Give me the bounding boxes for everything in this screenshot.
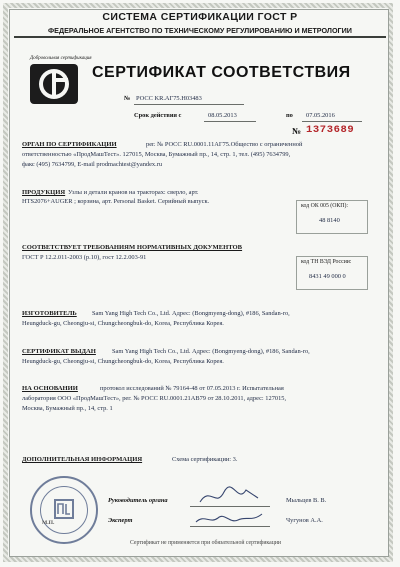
organ-line-3: факс (495) 7634799, E-mail prodmachtest@yandex.ru: [22, 161, 163, 168]
head-signature-line: [190, 506, 270, 507]
extra-info-label: ДОПОЛНИТЕЛЬНАЯ ИНФОРМАЦИЯ: [22, 456, 143, 463]
tnved-value: 8431 49 000 0: [309, 273, 346, 280]
header-rule: [14, 36, 386, 38]
basis-line-2: лаборатория ООО «ПродМашТест», рег. № РОСС RU.0001.21АВ79 от 28.10.2011, адрес: 127015,: [22, 395, 287, 402]
blank-serial-number: 1373689: [306, 124, 355, 136]
conformity-line-1: ГОСТ Р 12.2.011-2003 (р.10), гост 12.2.003-91: [22, 254, 147, 261]
valid-to: 07.05.2016: [306, 112, 335, 119]
okp-code-box: [296, 200, 368, 234]
number-underline: [134, 104, 244, 105]
voluntary-cert-logo: [26, 56, 92, 108]
footer-note: Сертификат не применяется при обязательной сертификации: [130, 540, 282, 546]
certificate-number: РОСС KR.АГ75.H03483: [136, 95, 202, 102]
tnved-code-box: [296, 256, 368, 290]
manufacturer-line-1: Sam Yang High Tech Co., Ltd. Адрес: (Bongmyeng-dong), #186, Sandan-ro,: [92, 310, 290, 317]
expert-signature-icon: [194, 508, 266, 528]
expert-name: Чугунов А.А.: [286, 517, 323, 524]
head-name: Мыльцев В. В.: [286, 497, 327, 504]
head-label: Руководитель органа: [108, 497, 168, 504]
basis-line-1: протокол исследований № 79164-48 от 07.05.2013 г. Испытательная: [100, 385, 284, 392]
organ-label: ОРГАН ПО СЕРТИФИКАЦИИ: [22, 141, 117, 148]
product-line-2: HTS2076+AUGER ; корзина, арт. Personal Basket. Серийный выпуск.: [22, 198, 210, 205]
rs-logo-icon: [26, 56, 86, 108]
product-label: ПРОДУКЦИЯ: [22, 189, 66, 196]
okp-value: 48 8140: [319, 217, 340, 224]
product-line-1: Узлы и детали кранов на тракторах: сверло, арт.: [68, 189, 199, 196]
conformity-label: СООТВЕТСТВУЕТ ТРЕБОВАНИЯМ НОРМАТИВНЫХ ДОКУМЕНТОВ: [22, 244, 243, 251]
certificate-heading: СЕРТИФИКАТ СООТВЕТСТВИЯ: [92, 64, 351, 81]
manufacturer-line-2: Heungduck-gu, Cheongju-si, Chungcheongbuk-do, Korea, Республика Корея.: [22, 320, 224, 327]
logo-caption: Добровольная сертификация: [30, 56, 92, 61]
tnved-label: код ТН ВЭД России:: [301, 259, 352, 265]
issued-to-label: СЕРТИФИКАТ ВЫДАН: [22, 348, 96, 355]
valid-to-underline: [302, 121, 362, 122]
organ-line-2: ответственностью «ПродМашТест». 127015, Москва, Бумажный пр., 14, стр. 1, тел. (495) 7634799,: [22, 151, 291, 158]
blank-number-label: №: [292, 126, 302, 136]
valid-from: 08.05.2013: [208, 112, 237, 119]
validity-label: Срок действия с: [134, 112, 182, 119]
basis-line-3: Москва, Бумажный пр., 14, стр. 1: [22, 405, 113, 412]
agency-name: ФЕДЕРАЛЬНОЕ АГЕНТСТВО ПО ТЕХНИЧЕСКОМУ РЕГУЛИРОВАНИЮ И МЕТРОЛОГИИ: [48, 26, 352, 35]
stamp-mp: М.П.: [42, 520, 55, 526]
number-label: №: [124, 95, 131, 102]
official-stamp: [30, 476, 98, 544]
okp-label: код ОК 005 (ОКП):: [301, 203, 349, 209]
stamp-emblem-icon: [32, 478, 96, 542]
head-signature-icon: [196, 484, 266, 506]
extra-info-text: Схема сертификации: 3.: [172, 456, 238, 463]
valid-from-underline: [204, 121, 256, 122]
issued-to-line-2: Heungduck-gu, Cheongju-si, Chungcheongbuk-do, Korea, Республика Корея.: [22, 358, 224, 365]
expert-label: Эксперт: [108, 517, 133, 524]
issued-to-line-1: Sam Yang High Tech Co., Ltd. Адрес: (Bongmyeng-dong), #186, Sandan-ro,: [112, 348, 310, 355]
organ-line-1: рег. № РОСС RU.0001.11АГ75.Общество с ограниченной: [146, 141, 303, 148]
valid-to-label: по: [286, 112, 293, 119]
system-title: СИСТЕМА СЕРТИФИКАЦИИ ГОСТ Р: [102, 11, 298, 23]
basis-label: НА ОСНОВАНИИ: [22, 385, 78, 392]
manufacturer-label: ИЗГОТОВИТЕЛЬ: [22, 310, 77, 317]
